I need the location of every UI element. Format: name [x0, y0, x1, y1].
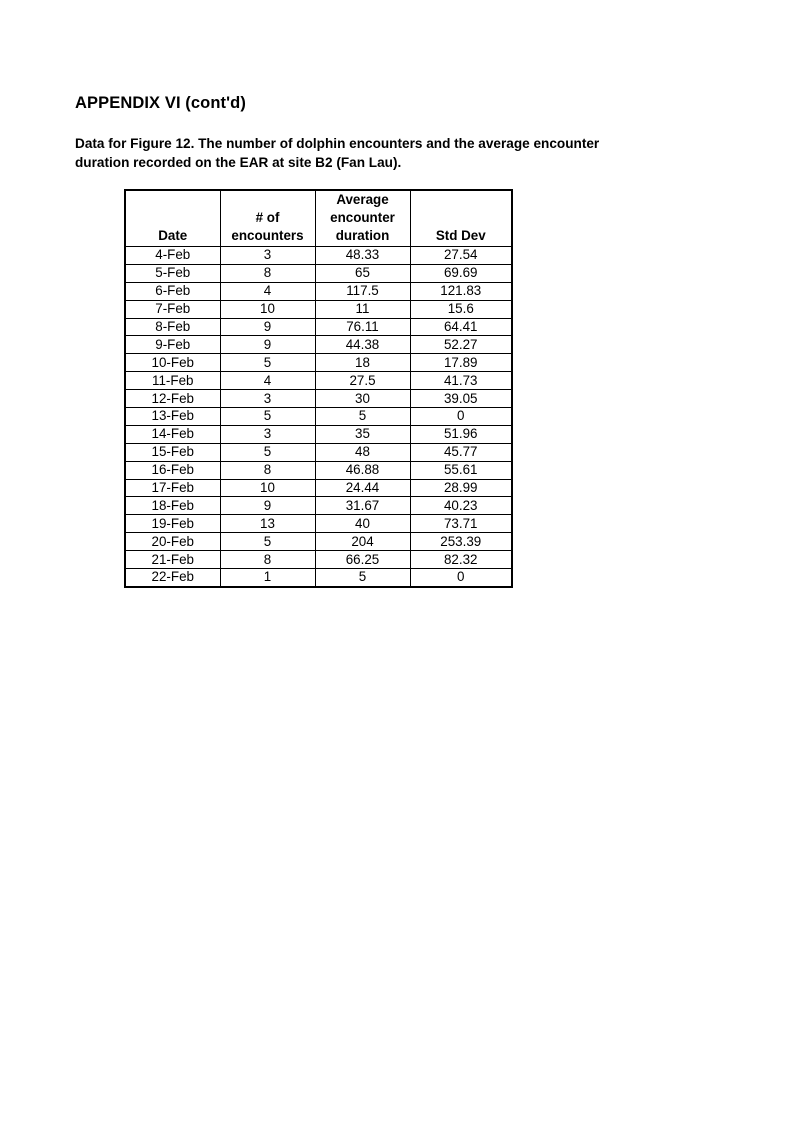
caption-line: Data for Figure 12. The number of dolphin encounters and the average encounter: [75, 136, 600, 151]
table-row: [125, 551, 512, 569]
cell-std-dev: 39.05: [410, 390, 512, 408]
header-row: [125, 190, 512, 247]
header-encounters: # of encounters: [220, 190, 315, 247]
cell-std-dev: 121.83: [410, 282, 512, 300]
table-row: [125, 479, 512, 497]
cell-average-duration: 46.88: [315, 461, 410, 479]
table-row: [125, 408, 512, 426]
cell-encounters: 1: [220, 569, 315, 587]
cell-date: 6-Feb: [125, 282, 220, 300]
cell-average-duration: 44.38: [315, 336, 410, 354]
cell-date: 21-Feb: [125, 551, 220, 569]
cell-date: 13-Feb: [125, 408, 220, 426]
table-row: [125, 569, 512, 587]
table-row: [125, 318, 512, 336]
appendix-heading: APPENDIX VI (cont'd): [75, 94, 246, 112]
cell-std-dev: 55.61: [410, 461, 512, 479]
caption-line: duration recorded on the EAR at site B2 (Fan Lau).: [75, 155, 402, 170]
table-row: [125, 282, 512, 300]
table-row: [125, 354, 512, 372]
cell-std-dev: 17.89: [410, 354, 512, 372]
cell-encounters: 5: [220, 443, 315, 461]
cell-average-duration: 204: [315, 533, 410, 551]
table-header: [125, 190, 512, 247]
cell-std-dev: 52.27: [410, 336, 512, 354]
cell-average-duration: 5: [315, 408, 410, 426]
cell-std-dev: 64.41: [410, 318, 512, 336]
header-date: Date: [125, 190, 220, 247]
cell-encounters: 9: [220, 497, 315, 515]
cell-encounters: 4: [220, 282, 315, 300]
cell-std-dev: 28.99: [410, 479, 512, 497]
cell-std-dev: 69.69: [410, 264, 512, 282]
cell-encounters: 5: [220, 533, 315, 551]
table-body: [125, 247, 512, 587]
table-row: [125, 247, 512, 265]
cell-date: 19-Feb: [125, 515, 220, 533]
cell-std-dev: 82.32: [410, 551, 512, 569]
cell-date: 18-Feb: [125, 497, 220, 515]
cell-average-duration: 117.5: [315, 282, 410, 300]
cell-date: 8-Feb: [125, 318, 220, 336]
cell-average-duration: 5: [315, 569, 410, 587]
cell-encounters: 10: [220, 479, 315, 497]
table-row: [125, 372, 512, 390]
cell-encounters: 13: [220, 515, 315, 533]
cell-std-dev: 0: [410, 569, 512, 587]
cell-date: 10-Feb: [125, 354, 220, 372]
figure-caption: [75, 134, 695, 172]
cell-encounters: 10: [220, 300, 315, 318]
cell-date: 9-Feb: [125, 336, 220, 354]
cell-std-dev: 40.23: [410, 497, 512, 515]
cell-encounters: 5: [220, 354, 315, 372]
cell-date: 17-Feb: [125, 479, 220, 497]
table-row: [125, 461, 512, 479]
cell-average-duration: 48.33: [315, 247, 410, 265]
cell-std-dev: 253.39: [410, 533, 512, 551]
cell-average-duration: 35: [315, 425, 410, 443]
table-row: [125, 497, 512, 515]
cell-date: 7-Feb: [125, 300, 220, 318]
cell-date: 11-Feb: [125, 372, 220, 390]
cell-std-dev: 15.6: [410, 300, 512, 318]
cell-std-dev: 51.96: [410, 425, 512, 443]
table-row: [125, 443, 512, 461]
table-row: [125, 264, 512, 282]
cell-encounters: 4: [220, 372, 315, 390]
cell-encounters: 8: [220, 551, 315, 569]
cell-average-duration: 27.5: [315, 372, 410, 390]
table-row: [125, 533, 512, 551]
table-row: [125, 425, 512, 443]
cell-encounters: 9: [220, 318, 315, 336]
cell-std-dev: 45.77: [410, 443, 512, 461]
cell-date: 4-Feb: [125, 247, 220, 265]
cell-encounters: 3: [220, 425, 315, 443]
cell-encounters: 9: [220, 336, 315, 354]
header-average-duration: Average encounter duration: [315, 190, 410, 247]
cell-date: 12-Feb: [125, 390, 220, 408]
cell-average-duration: 65: [315, 264, 410, 282]
table-row: [125, 336, 512, 354]
cell-std-dev: 73.71: [410, 515, 512, 533]
cell-date: 16-Feb: [125, 461, 220, 479]
cell-average-duration: 30: [315, 390, 410, 408]
cell-average-duration: 48: [315, 443, 410, 461]
cell-average-duration: 40: [315, 515, 410, 533]
header-std-dev: Std Dev: [410, 190, 512, 247]
cell-average-duration: 66.25: [315, 551, 410, 569]
cell-date: 20-Feb: [125, 533, 220, 551]
cell-encounters: 8: [220, 461, 315, 479]
cell-average-duration: 24.44: [315, 479, 410, 497]
cell-average-duration: 76.11: [315, 318, 410, 336]
cell-average-duration: 11: [315, 300, 410, 318]
encounter-data-table: [124, 189, 513, 588]
cell-average-duration: 18: [315, 354, 410, 372]
cell-std-dev: 41.73: [410, 372, 512, 390]
cell-average-duration: 31.67: [315, 497, 410, 515]
cell-std-dev: 27.54: [410, 247, 512, 265]
cell-encounters: 5: [220, 408, 315, 426]
cell-date: 22-Feb: [125, 569, 220, 587]
table-row: [125, 390, 512, 408]
cell-encounters: 3: [220, 247, 315, 265]
cell-encounters: 8: [220, 264, 315, 282]
cell-encounters: 3: [220, 390, 315, 408]
table-row: [125, 515, 512, 533]
cell-date: 14-Feb: [125, 425, 220, 443]
table-row: [125, 300, 512, 318]
cell-date: 5-Feb: [125, 264, 220, 282]
cell-std-dev: 0: [410, 408, 512, 426]
cell-date: 15-Feb: [125, 443, 220, 461]
